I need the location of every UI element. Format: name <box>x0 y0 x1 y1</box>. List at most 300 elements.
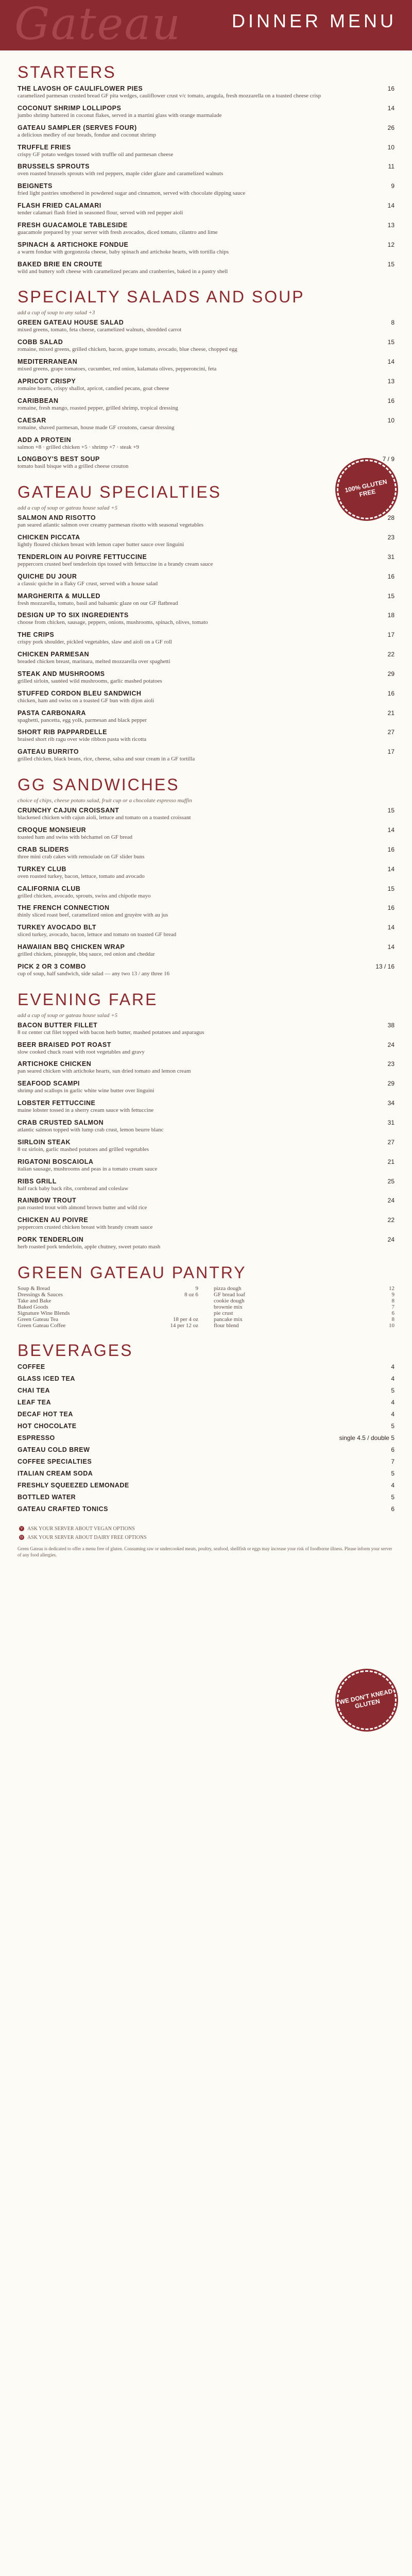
beverage-price: 5 <box>391 1422 394 1430</box>
menu-item <box>18 163 394 178</box>
item-description: caramelized parmesan crusted bread GF pita wedges, cauliflower crust v/c tomato, arugula, fresh mozzarella on a toasted cheese crisp <box>18 93 321 99</box>
item-price: 14 <box>387 202 394 210</box>
item-description: crispy pork shoulder, pickled vegetables, slaw and aioli on a GF roll <box>18 639 172 646</box>
menu-item <box>18 1022 394 1037</box>
item-price: 16 <box>387 85 394 92</box>
pantry-column <box>214 1285 394 1329</box>
item-description: blackened chicken with cajun aioli, lettuce and tomato on a toasted croissant <box>18 815 191 821</box>
item-name: CALIFORNIA CLUB <box>18 885 81 892</box>
item-description: maine lobster tossed in a sherry cream sauce with fettuccine <box>18 1107 154 1114</box>
menu-content <box>0 63 412 1710</box>
menu-item <box>18 1178 394 1193</box>
pantry-item-name: Green Gateau Tea <box>18 1316 59 1323</box>
beverage-price: 5 <box>391 1493 394 1501</box>
item-name: CROQUE MONSIEUR <box>18 826 87 834</box>
item-price: 14 <box>387 358 394 366</box>
menu-item <box>18 182 394 197</box>
item-description: spaghetti, pancetta, egg yolk, parmesan and black pepper <box>18 717 147 723</box>
header <box>0 0 412 50</box>
item-name: RAINBOW TROUT <box>18 1197 77 1205</box>
pantry-row <box>214 1310 394 1316</box>
pantry-item-price: 8 <box>391 1297 394 1304</box>
menu-item <box>18 514 394 529</box>
beverage-item <box>18 1505 394 1513</box>
item-name: CRAB SLIDERS <box>18 845 69 853</box>
pantry-item-price: 9 <box>195 1285 198 1292</box>
item-name: TURKEY CLUB <box>18 865 66 873</box>
item-name: BAKED BRIE EN CROUTE <box>18 260 102 268</box>
item-price: 31 <box>387 553 394 561</box>
item-price: 29 <box>387 1080 394 1088</box>
item-price: 29 <box>387 670 394 677</box>
menu-item <box>18 358 394 373</box>
item-name: CHICKEN AU POIVRE <box>18 1216 89 1224</box>
menu-item <box>18 85 394 100</box>
menu-item <box>18 1216 394 1231</box>
menu-item <box>18 690 394 705</box>
menu-item <box>18 807 394 822</box>
page-title: DINNER MENU <box>231 10 397 31</box>
pantry-column <box>18 1285 198 1329</box>
menu-item <box>18 1099 394 1114</box>
item-name: SHORT RIB PAPPARDELLE <box>18 728 107 736</box>
item-price: 16 <box>387 904 394 912</box>
legend-dairy-free <box>18 1535 394 1540</box>
pantry-row <box>214 1304 394 1310</box>
footer <box>18 1526 394 1558</box>
menu-item <box>18 1236 394 1251</box>
pantry-item-name: flour blend <box>214 1322 239 1329</box>
beverage-name: BOTTLED WATER <box>18 1493 76 1501</box>
item-description: a classic quiche in a flaky GF crust, served with a house salad <box>18 580 158 587</box>
item-description: cup of soup, half sandwich, side salad — any two 13 / any three 16 <box>18 970 170 977</box>
beverage-item <box>18 1458 394 1465</box>
item-name: CAESAR <box>18 416 46 424</box>
beverage-name: GLASS ICED TEA <box>18 1375 75 1382</box>
item-description: sliced turkey, avocado, bacon, lettuce and tomato on toasted GF bread <box>18 931 177 938</box>
beverage-price: 4 <box>391 1398 394 1406</box>
pantry-row <box>214 1323 394 1329</box>
menu-item <box>18 631 394 646</box>
item-description: fried light pastries smothered in powdered sugar and cinnamon, served with chocolate dipping sauce <box>18 190 246 197</box>
item-name: SEAFOOD SCAMPI <box>18 1080 80 1088</box>
item-description: romaine, shaved parmesan, house made GF croutons, caesar dressing <box>18 424 175 431</box>
item-price: 38 <box>387 1021 394 1029</box>
section-title: GG SANDWICHES <box>18 775 180 794</box>
beverage-item <box>18 1446 394 1453</box>
item-price: 27 <box>387 1138 394 1146</box>
item-name: PORK TENDERLOIN <box>18 1236 84 1244</box>
beverage-name: HOT CHOCOLATE <box>18 1422 77 1430</box>
item-description: braised short rib ragu over wide ribbon pasta with ricotta <box>18 736 147 743</box>
item-price: 16 <box>387 572 394 580</box>
beverage-item <box>18 1399 394 1406</box>
item-description: three mini crab cakes with remoulade on GF slider buns <box>18 853 145 860</box>
section-title: EVENING FARE <box>18 990 158 1009</box>
item-name: CHICKEN PICCATA <box>18 534 80 541</box>
beverage-name: ITALIAN CREAM SODA <box>18 1469 93 1477</box>
item-price: 24 <box>387 1197 394 1205</box>
item-description: grilled chicken, black beans, rice, cheese, salsa and sour cream in a GF tortilla <box>18 756 195 762</box>
item-price: 16 <box>387 689 394 697</box>
beverage-name: LEAF TEA <box>18 1398 52 1406</box>
menu-item <box>18 1139 394 1154</box>
item-price: 13 / 16 <box>375 962 394 970</box>
menu-item <box>18 397 394 412</box>
item-name: CRUNCHY CAJUN CROISSANT <box>18 807 119 815</box>
item-price: 18 <box>387 612 394 619</box>
menu-item <box>18 885 394 900</box>
pantry-item-name: GF bread loaf <box>214 1291 246 1298</box>
menu-item <box>18 553 394 568</box>
pantry-item-price: 8 oz 6 <box>184 1291 198 1298</box>
legend-text: ASK YOUR SERVER ABOUT DAIRY FREE OPTIONS <box>27 1534 147 1540</box>
beverage-name: GATEAU CRAFTED TONICS <box>18 1505 109 1513</box>
item-price: 23 <box>387 1060 394 1068</box>
pantry-item-name: Soup & Bread <box>18 1285 50 1292</box>
pantry-item-price: 14 per 12 oz <box>170 1322 198 1329</box>
pantry-row <box>214 1298 394 1304</box>
item-price: 14 <box>387 104 394 112</box>
pantry-item-price: 10 <box>389 1322 394 1329</box>
menu-item <box>18 534 394 549</box>
menu-item <box>18 1197 394 1212</box>
item-name: QUICHE DU JOUR <box>18 572 77 580</box>
item-price: 16 <box>387 845 394 853</box>
menu-item <box>18 963 394 978</box>
item-price: 24 <box>387 1041 394 1048</box>
item-name: FLASH FRIED CALAMARI <box>18 202 101 210</box>
menu-item <box>18 338 394 353</box>
item-price: 11 <box>388 163 394 171</box>
section-title: STARTERS <box>18 63 116 81</box>
logo: Gateau <box>14 0 182 50</box>
item-name: ARTICHOKE CHICKEN <box>18 1060 92 1068</box>
item-name: COCONUT SHRIMP LOLLIPOPS <box>18 104 122 112</box>
vegan-icon: V <box>19 1526 24 1531</box>
item-description: shrimp and scallops in garlic white wine butter over linguini <box>18 1088 154 1094</box>
menu-item <box>18 222 394 236</box>
beverage-item <box>18 1375 394 1382</box>
beverage-name: CHAI TEA <box>18 1386 50 1394</box>
section-title: GREEN GATEAU PANTRY <box>18 1263 247 1282</box>
item-description: italian sausage, mushrooms and peas in a tomato cream sauce <box>18 1165 158 1172</box>
item-name: CHICKEN PARMESAN <box>18 651 90 658</box>
item-price: 12 <box>387 241 394 248</box>
item-name: MEDITERRANEAN <box>18 358 78 366</box>
pantry-item-price: 8 <box>391 1316 394 1323</box>
item-name: STUFFED CORDON BLEU SANDWICH <box>18 689 142 697</box>
menu-item <box>18 612 394 626</box>
item-price: 15 <box>387 260 394 268</box>
beverage-name: ESPRESSO <box>18 1434 55 1442</box>
beverage-price: single 4.5 / double 5 <box>339 1434 394 1442</box>
item-price: 15 <box>387 807 394 815</box>
section-note: add a cup of soup or gateau house salad +5 <box>18 505 118 512</box>
item-price: 27 <box>387 728 394 736</box>
item-price: 25 <box>387 1177 394 1185</box>
item-name: TENDERLOIN AU POIVRE FETTUCCINE <box>18 553 147 561</box>
pantry-item-name: Baked Goods <box>18 1303 48 1310</box>
item-description: atlantic salmon topped with lump crab crust, lemon beurre blanc <box>18 1126 164 1133</box>
pantry-item-name: brownie mix <box>214 1303 243 1310</box>
item-description: grilled sirloin, sautéed wild mushrooms, garlic mashed potatoes <box>18 677 162 684</box>
menu-item <box>18 709 394 724</box>
pantry-row <box>214 1316 394 1323</box>
beverage-item <box>18 1434 394 1442</box>
menu-section <box>18 483 394 763</box>
pantry-section <box>18 1263 394 1329</box>
beverage-price: 6 <box>391 1446 394 1453</box>
item-name: MARGHERITA & MULLED <box>18 592 100 600</box>
item-description: pan seared chicken with artichoke hearts, sun dried tomato and lemon cream <box>18 1068 191 1075</box>
section-title: GATEAU SPECIALTIES <box>18 483 222 502</box>
item-description: breaded chicken breast, marinara, melted mozzarella over spaghetti <box>18 658 170 665</box>
item-price: 24 <box>387 1236 394 1244</box>
pantry-item-price: 12 <box>389 1285 394 1292</box>
pantry-row <box>18 1310 198 1316</box>
pantry-item-name: Dressings & Sauces <box>18 1291 63 1298</box>
item-description: peppercorn crusted beef tenderloin tips tossed with fettuccine in a brandy cream sauce <box>18 561 213 567</box>
item-price: 21 <box>387 709 394 717</box>
pantry-row <box>18 1304 198 1310</box>
menu-item <box>18 1080 394 1095</box>
beverage-name: GATEAU COLD BREW <box>18 1446 90 1453</box>
beverage-price: 4 <box>391 1481 394 1489</box>
item-description: romaine, mixed greens, grilled chicken, bacon, grape tomato, avocado, blue cheese, chopped egg <box>18 346 237 353</box>
beverage-name: DECAF HOT TEA <box>18 1410 73 1418</box>
item-description: mixed greens, grape tomatoes, cucumber, red onion, kalamata olives, pepperoncini, feta <box>18 366 217 372</box>
menu-item <box>18 904 394 919</box>
item-name: SIRLOIN STEAK <box>18 1138 71 1146</box>
item-price: 8 <box>391 319 394 327</box>
item-description: chicken, ham and swiss on a toasted GF bun with dijon aioli <box>18 697 154 704</box>
item-name: CARIBBEAN <box>18 397 59 404</box>
item-name: SALMON AND RISOTTO <box>18 514 96 522</box>
beverage-price: 7 <box>391 1458 394 1465</box>
item-description: guacamole prepared by your server with fresh avocados, diced tomato, cilantro and lime <box>18 229 218 235</box>
item-price: 22 <box>387 1216 394 1224</box>
item-name: THE FRENCH CONNECTION <box>18 904 110 912</box>
section-title: BEVERAGES <box>18 1341 133 1360</box>
knead-stamp: WE DON'T KNEAD GLUTEN <box>331 1665 402 1736</box>
menu-item <box>18 261 394 276</box>
beverage-item <box>18 1363 394 1370</box>
item-price: 23 <box>387 534 394 541</box>
legend-text: ASK YOUR SERVER ABOUT VEGAN OPTIONS <box>27 1526 135 1532</box>
beverage-item <box>18 1494 394 1501</box>
item-name: PICK 2 OR 3 COMBO <box>18 962 86 970</box>
pantry-row <box>18 1298 198 1304</box>
beverage-price: 4 <box>391 1363 394 1370</box>
item-name: GATEAU SAMPLER (SERVES FOUR) <box>18 124 137 131</box>
item-description: crispy GF potato wedges tossed with truffle oil and parmesan cheese <box>18 151 174 158</box>
item-price: 34 <box>387 1099 394 1107</box>
menu-item <box>18 592 394 607</box>
dairy-free-icon: D <box>19 1535 24 1540</box>
menu-item <box>18 319 394 334</box>
item-description: grilled chicken, pineapple, bbq sauce, red onion and cheddar <box>18 951 155 958</box>
pantry-row <box>18 1292 198 1298</box>
beverage-price: 4 <box>391 1375 394 1382</box>
pantry-row <box>18 1316 198 1323</box>
menu-item <box>18 1060 394 1075</box>
item-name: BEIGNETS <box>18 182 53 190</box>
item-price: 10 <box>387 143 394 151</box>
item-price: 14 <box>387 865 394 873</box>
item-description: thinly sliced roast beef, caramelized onion and gruyère with au jus <box>18 912 168 919</box>
pantry-item-name: Green Gateau Coffee <box>18 1322 66 1329</box>
section-title: SPECIALTY SALADS AND SOUP <box>18 287 305 307</box>
item-description: jumbo shrimp battered in coconut flakes, served in a martini glass with orange marmalade <box>18 112 222 118</box>
menu-item <box>18 202 394 217</box>
pantry-row <box>214 1285 394 1292</box>
item-description: peppercorn crusted chicken breast with brandy cream sauce <box>18 1224 153 1231</box>
item-price: 10 <box>387 416 394 424</box>
section-note: add a cup of soup or gateau house salad +5 <box>18 1012 118 1019</box>
pantry-item-name: pie crust <box>214 1310 233 1316</box>
item-price: 13 <box>387 221 394 229</box>
item-price: 15 <box>387 885 394 892</box>
item-price: 15 <box>387 338 394 346</box>
beverage-item <box>18 1482 394 1489</box>
menu-item <box>18 651 394 666</box>
item-description: oven roasted brussels sprouts with red peppers, maple cider glaze and caramelized walnuts <box>18 171 224 177</box>
item-name: APRICOT CRISPY <box>18 377 76 385</box>
pantry-item-name: pancake mix <box>214 1316 243 1323</box>
menu-item <box>18 826 394 841</box>
item-name: BEER BRAISED POT ROAST <box>18 1041 111 1048</box>
item-name: THE LAVOSH OF CAULIFLOWER PIES <box>18 85 143 92</box>
item-name: RIBS GRILL <box>18 1177 57 1185</box>
item-name: FRESH GUACAMOLE TABLESIDE <box>18 221 128 229</box>
menu-item <box>18 924 394 939</box>
item-price: 31 <box>387 1118 394 1126</box>
gluten-free-stamp: 100% GLUTEN FREE <box>331 454 402 525</box>
item-price: 21 <box>387 1158 394 1165</box>
item-price: 16 <box>387 397 394 404</box>
pantry-item-price: 6 <box>391 1310 394 1316</box>
menu-item <box>18 670 394 685</box>
item-description: slow cooked chuck roast with root vegetables and gravy <box>18 1048 145 1055</box>
item-name: BACON BUTTER FILLET <box>18 1021 98 1029</box>
item-name: PASTA CARBONARA <box>18 709 86 717</box>
menu-item <box>18 728 394 743</box>
item-name: GREEN GATEAU HOUSE SALAD <box>18 319 124 327</box>
item-description: a warm fondue with gorgonzola cheese, baby spinach and artichoke hearts, with tortilla chips <box>18 248 229 255</box>
section-note: add a cup of soup to any salad +3 <box>18 310 95 316</box>
item-price: 14 <box>387 943 394 951</box>
item-description: pan seared atlantic salmon over creamy parmesan risotto with seasonal vegetables <box>18 522 204 529</box>
beverage-price: 6 <box>391 1505 394 1513</box>
menu-item <box>18 144 394 159</box>
menu-item <box>18 105 394 120</box>
item-name: THE CRIPS <box>18 631 55 639</box>
menu-item <box>18 866 394 880</box>
item-description: lightly floured chicken breast with lemon caper butter sauce over linguini <box>18 541 184 548</box>
beverage-price: 5 <box>391 1386 394 1394</box>
item-description: mixed greens, tomato, feta cheese, caramelized walnuts, shredded carrot <box>18 327 182 333</box>
item-price: 15 <box>387 592 394 600</box>
menu-item <box>18 124 394 139</box>
legend-vegan <box>18 1526 394 1532</box>
item-price: 17 <box>387 631 394 639</box>
menu-section <box>18 775 394 978</box>
menu-section <box>18 990 394 1251</box>
pantry-item-name: Signature Wine Blends <box>18 1310 70 1316</box>
item-description: herb roasted pork tenderloin, apple chutney, sweet potato mash <box>18 1244 161 1250</box>
item-name: RIGATONI BOSCAIOLA <box>18 1158 94 1165</box>
item-name: HAWAIIAN BBQ CHICKEN WRAP <box>18 943 125 951</box>
item-name: SPINACH & ARTICHOKE FONDUE <box>18 241 129 248</box>
pantry-item-name: Take and Bake <box>18 1297 52 1304</box>
beverage-name: COFFEE SPECIALTIES <box>18 1458 92 1465</box>
item-description: 8 oz sirloin, garlic mashed potatoes and grilled vegetables <box>18 1146 149 1153</box>
item-description: fresh mozzarella, tomato, basil and balsamic glaze on our GF flatbread <box>18 600 178 606</box>
beverage-price: 5 <box>391 1469 394 1477</box>
item-description: grilled chicken, avocado, sprouts, swiss and chipotle mayo <box>18 892 151 899</box>
item-price: 22 <box>387 651 394 658</box>
menu-item <box>18 455 394 470</box>
menu-section <box>18 287 394 470</box>
item-description: choose from chicken, sausage, peppers, onions, mushrooms, spinach, olives, tomato <box>18 619 208 626</box>
pantry-columns <box>18 1285 394 1329</box>
menu-section <box>18 63 394 275</box>
beverage-item <box>18 1411 394 1418</box>
beverage-name: COFFEE <box>18 1363 45 1370</box>
item-description: romaine hearts, crispy shallot, apricot, candied pecans, goat cheese <box>18 385 169 392</box>
pantry-row <box>18 1323 198 1329</box>
item-name: GATEAU BURRITO <box>18 748 79 756</box>
pantry-item-price: 9 <box>391 1291 394 1298</box>
item-price: 28 <box>387 514 394 522</box>
item-name: TRUFFLE FRIES <box>18 143 71 151</box>
item-name: COBB SALAD <box>18 338 63 346</box>
menu-item <box>18 1119 394 1134</box>
item-price: 14 <box>387 924 394 931</box>
menu-item <box>18 748 394 763</box>
item-name: CRAB CRUSTED SALMON <box>18 1118 104 1126</box>
beverage-item <box>18 1387 394 1394</box>
item-description: toasted ham and swiss with béchamel on GF bread <box>18 834 133 840</box>
item-price: 9 <box>391 182 394 190</box>
pantry-row <box>18 1285 198 1292</box>
fine-print: Green Gateau is dedicated to offer a menu free of gluten. Consuming raw or undercooked meats, poultry, seafood, shellfish or eggs may increase your risk of foodborne illness. Please inform your server of any food allergies. <box>18 1546 392 1558</box>
item-description: tender calamari flash fried in seasoned flour, served with red pepper aioli <box>18 210 183 216</box>
item-description: oven roasted turkey, bacon, lettuce, tomato and avocado <box>18 873 145 879</box>
item-price: 17 <box>387 748 394 756</box>
item-price: 26 <box>387 124 394 131</box>
beverage-item <box>18 1470 394 1477</box>
item-price: 14 <box>387 826 394 834</box>
item-name: ADD A PROTEIN <box>18 436 72 444</box>
menu-item <box>18 436 394 451</box>
section-note: choice of chips, cheese potato salad, fruit cup or a chocolate espresso muffin <box>18 798 192 804</box>
pantry-item-name: pizza dough <box>214 1285 242 1292</box>
item-description: pan roasted trout with almond brown butter and wild rice <box>18 1205 147 1211</box>
pantry-row <box>214 1292 394 1298</box>
item-description: a delicious medley of our breads, fondue and coconut shrimp <box>18 131 156 138</box>
pantry-item-price: 7 <box>391 1303 394 1310</box>
menu-item <box>18 417 394 432</box>
item-description: salmon +8 · grilled chicken +5 · shrimp +7 · steak +9 <box>18 444 139 450</box>
item-name: LOBSTER FETTUCCINE <box>18 1099 96 1107</box>
pantry-item-name: cookie dough <box>214 1297 245 1304</box>
menu-item <box>18 846 394 861</box>
beverage-name: FRESHLY SQUEEZED LEMONADE <box>18 1481 129 1489</box>
menu-item <box>18 1041 394 1056</box>
menu-item <box>18 1158 394 1173</box>
